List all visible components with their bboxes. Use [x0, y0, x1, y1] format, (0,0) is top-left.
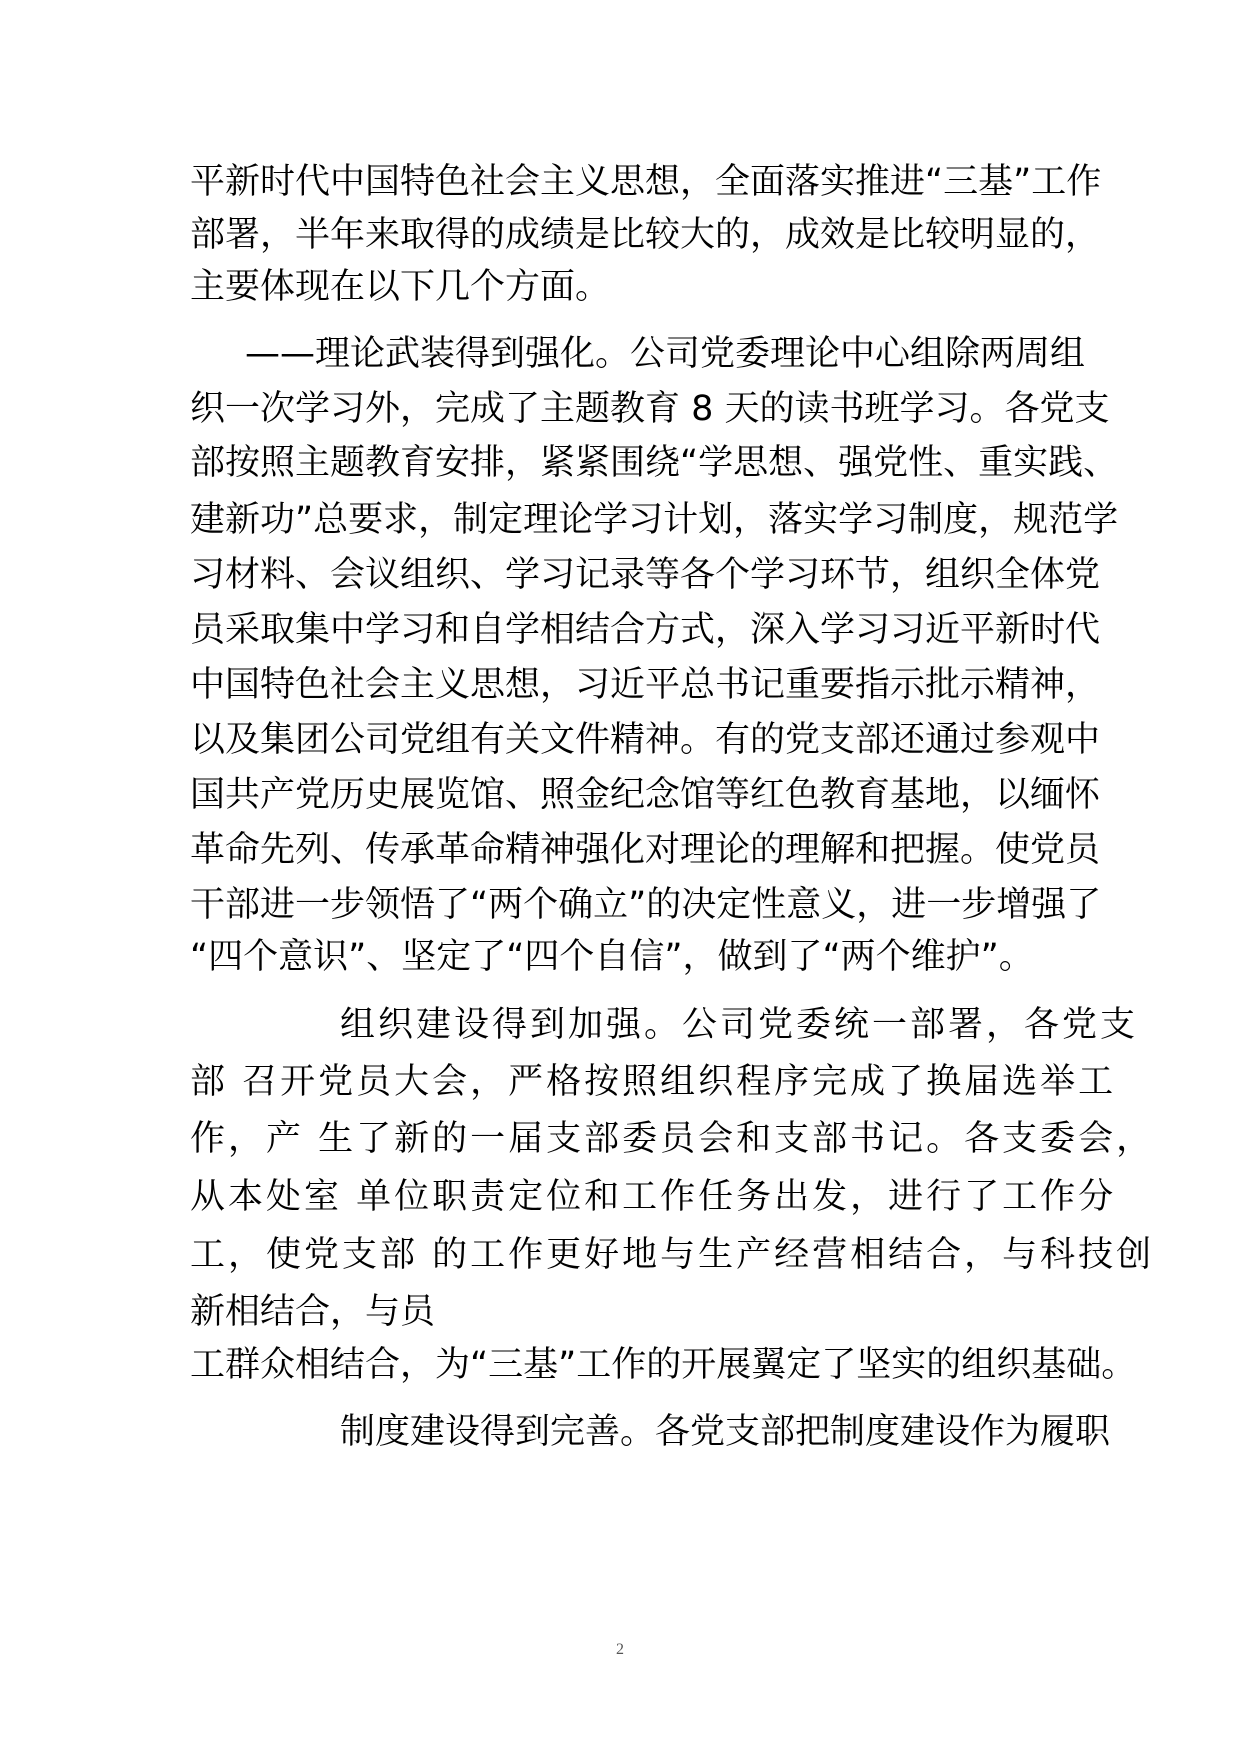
paragraph-2-line-9: 国共产党历史展览馆、照金纪念馆等红色教育基地，以缅怀 — [190, 775, 1101, 815]
paragraph-3-line-5: 工，使党支部 的工作更好地与生产经营相结合，与科技创 — [190, 1235, 1155, 1275]
paragraph-1-line-1: 平新时代中国特色社会主义思想，全面落实推进“三基”工作 — [190, 162, 1102, 202]
paragraph-2-line-5: 习材料、会议组织、学习记录等各个学习环节，组织全体党 — [190, 555, 1101, 595]
paragraph-2-line-3: 部按照主题教育安排，紧紧围绕“学思想、强党性、重实践、 — [190, 443, 1119, 483]
paragraph-3-line-4: 从本处室 单位职责定位和工作任务出发，进行了工作分 — [190, 1177, 1117, 1217]
paragraph-2-line-1: ——理论武装得到强化。公司党委理论中心组除两周组 — [245, 334, 1086, 374]
paragraph-2-line-2: 织一次学习外，完成了主题教育 8 天的读书班学习。各党支 — [190, 389, 1110, 429]
paragraph-3-line-3: 作，产 生了新的一届支部委员会和支部书记。各支委会， — [190, 1119, 1155, 1159]
page-number: 2 — [616, 1641, 624, 1658]
paragraph-2-line-7: 中国特色社会主义思想，习近平总书记重要指示批示精神， — [190, 665, 1101, 705]
paragraph-2-line-10: 革命先列、传承革命精神强化对理论的理解和把握。使党员 — [190, 830, 1101, 870]
paragraph-2-line-11: 干部进一步领悟了“两个确立”的决定性意义，进一步增强了 — [190, 885, 1102, 925]
paragraph-3-line-6: 新相结合，与员 — [190, 1292, 436, 1332]
paragraph-1-line-2: 部署，半年来取得的成绩是比较大的，成效是比较明显的， — [190, 215, 1101, 255]
paragraph-3-line-1: 组织建设得到加强。公司党委统一部署，各党支 — [340, 1005, 1139, 1045]
paragraph-2-line-12: “四个意识”、坚定了“四个自信”，做到了“两个维护”。 — [190, 937, 1034, 977]
paragraph-3-line-2: 部 召开党员大会，严格按照组织程序完成了换届选举工 — [190, 1062, 1117, 1102]
paragraph-2-line-6: 员采取集中学习和自学相结合方式，深入学习习近平新时代 — [190, 610, 1101, 650]
paragraph-3-line-7: 工群众相结合，为“三基”工作的开展翼定了坚实的组织基础。 — [190, 1345, 1137, 1385]
paragraph-4-line-1: 制度建设得到完善。各党支部把制度建设作为履职 — [340, 1412, 1111, 1452]
paragraph-1-line-3: 主要体现在以下几个方面。 — [190, 267, 611, 307]
paragraph-2-line-8: 以及集团公司党组有关文件精神。有的党支部还通过参观中 — [190, 720, 1101, 760]
paragraph-2-line-4: 建新功”总要求，制定理论学习计划，落实学习制度，规范学 — [190, 500, 1119, 540]
